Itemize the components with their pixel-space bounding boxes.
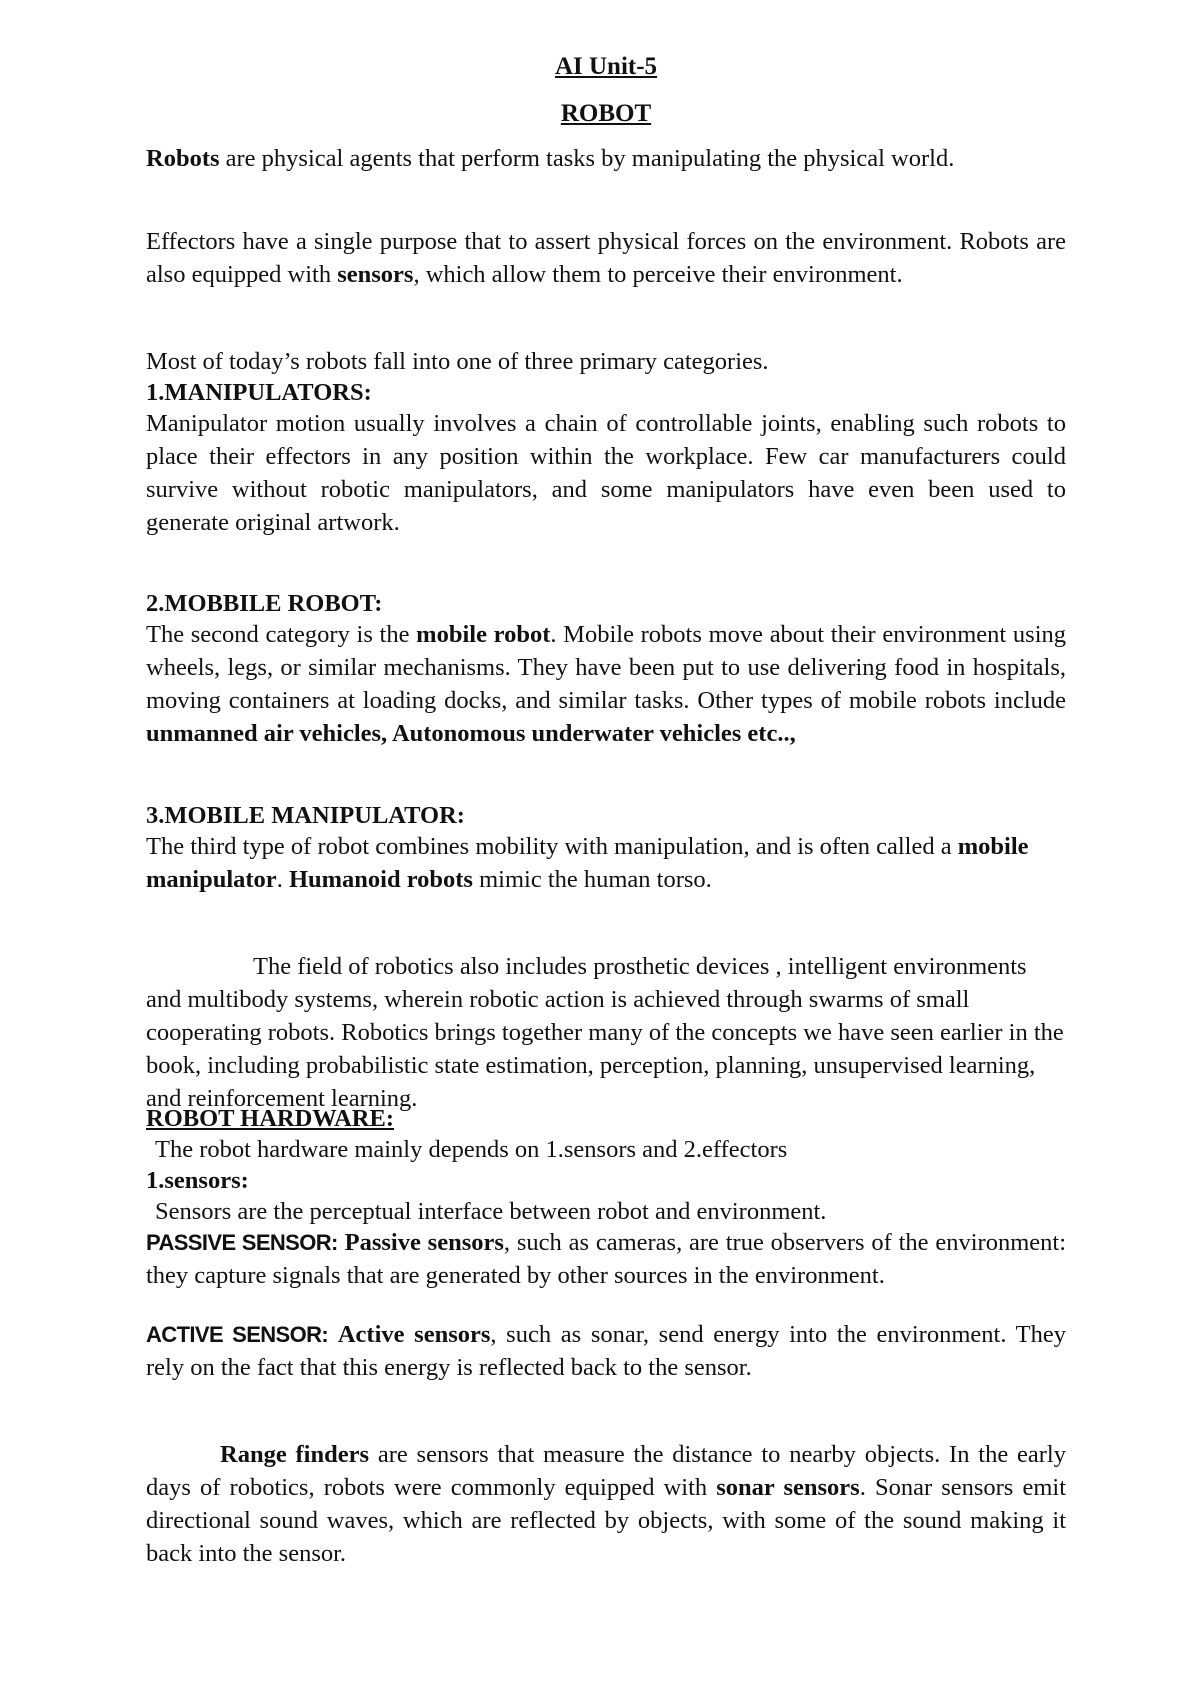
mobile-robot-heading: 2.MOBBILE ROBOT: [146, 590, 383, 617]
robots-term: Robots [146, 145, 220, 172]
range-finders-paragraph: Range finders are sensors that measure the distance to nearby objects. In the early days of robotics, robots were commonly equipped with sonar sensors. Sonar sensors emit directional sound waves, which are reflected by objects, with some of the sound making it back into the sensor. [146, 1441, 1066, 1567]
hardware-heading: ROBOT HARDWARE: [146, 1105, 394, 1132]
hardware-intro: The robot hardware mainly depends on 1.sensors and 2.effectors [155, 1136, 788, 1163]
effectors-paragraph: Effectors have a single purpose that to assert physical forces on the environment. Robots are also equipped with sensors, which allow them to perceive their environment. [146, 228, 1066, 288]
passive-sensor-label: PASSIVE SENSOR: [146, 1230, 338, 1255]
manipulators-paragraph: Manipulator motion usually involves a chain of controllable joints, enabling such robots to place their effectors in any position within the workplace. Few car manufacturers could survive without robotic manipulators, and some manipulators have even been used to generate original artwork. [146, 410, 1066, 536]
active-sensor-label: ACTIVE SENSOR: [146, 1322, 329, 1347]
page-title: ROBOT [560, 100, 652, 127]
sensors-term: sensors [337, 261, 414, 288]
sensors-definition: Sensors are the perceptual interface between robot and environment. [155, 1198, 827, 1225]
unit-heading: AI Unit-5 [554, 53, 658, 80]
passive-sensor-paragraph: PASSIVE SENSOR: Passive sensors, such as cameras, are true observers of the environment: they capture signals that are generated by other sources in the environment. [146, 1229, 1067, 1289]
mobile-manipulator-paragraph: The third type of robot combines mobility with manipulation, and is often called a mobile manipulator. Humanoid robots mimic the human torso. [146, 833, 1029, 893]
manipulators-heading: 1.MANIPULATORS: [146, 379, 372, 406]
field-paragraph: The field of robotics also includes prosthetic devices , intelligent environments and multibody systems, wherein robotic action is achieved through swarms of small cooperating robots. Robotics brings together many of the concepts we have seen earlier in the book, including probabilistic state estimation, perception, planning, unsupervised learning, and reinforcement learning. [146, 953, 1064, 1112]
active-sensor-paragraph: ACTIVE SENSOR: Active sensors, such as sonar, send energy into the environment. They rely on the fact that this energy is reflected back to the sensor. [146, 1321, 1067, 1381]
mobile-robot-paragraph: The second category is the mobile robot. Mobile robots move about their environment using wheels, legs, or similar mechanisms. They have been put to use delivering food in hospitals, moving containers at loading docks, and similar tasks. Other types of mobile robots include unmanned air vehicles, Autonomous underwater vehicles etc.., [146, 621, 1066, 747]
categories-intro: Most of today’s robots fall into one of three primary categories. [146, 348, 769, 375]
sensors-heading: 1.sensors: [146, 1167, 249, 1194]
mobile-manipulator-heading: 3.MOBILE MANIPULATOR: [146, 802, 465, 829]
robots-definition: Robots are physical agents that perform tasks by manipulating the physical world. [146, 145, 955, 172]
